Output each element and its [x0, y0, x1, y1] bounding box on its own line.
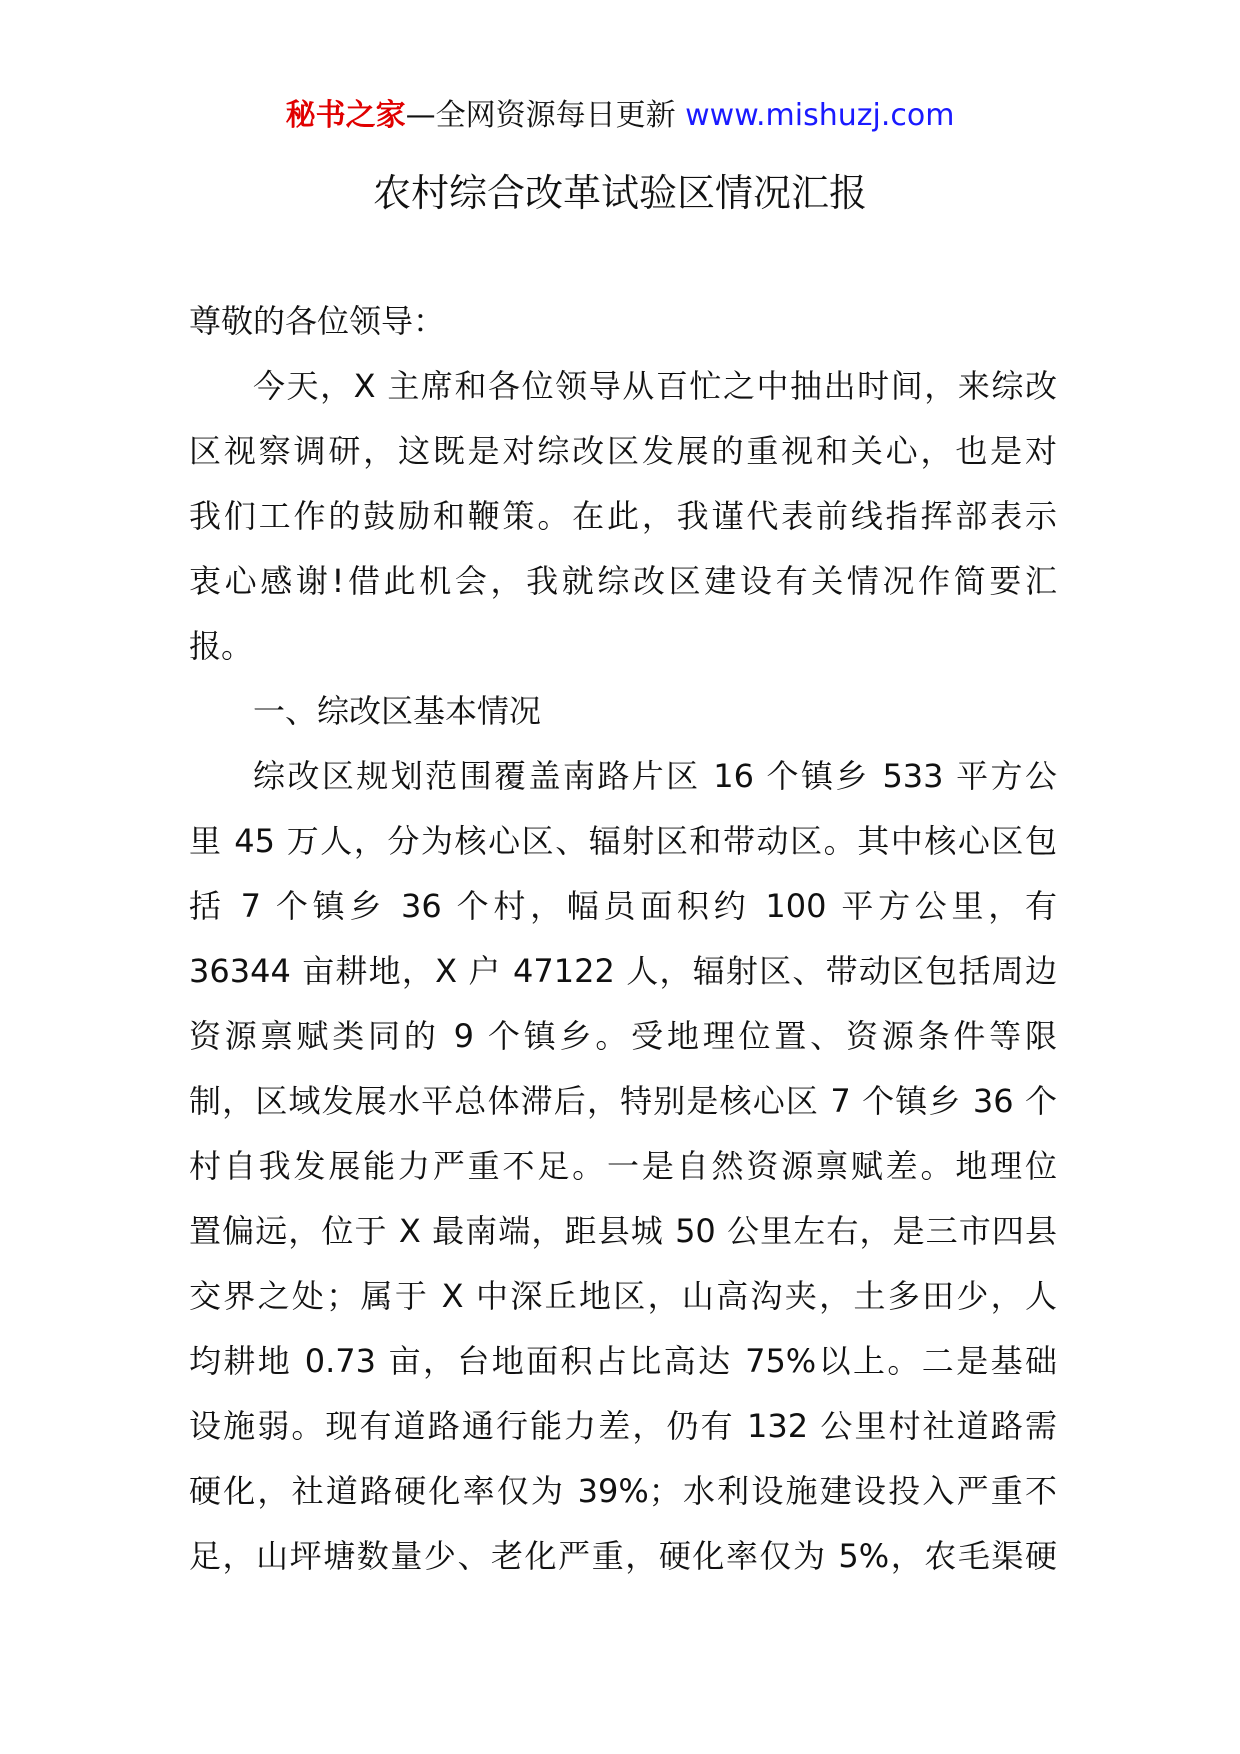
- salutation: 尊敬的各位领导：: [189, 302, 446, 340]
- paragraph-line: 足，山坪塘数量少、老化严重，硬化率仅为 5%，农毛渠硬: [189, 1537, 1057, 1575]
- document-body: [189, 289, 1057, 1589]
- paragraph-line: 硬化，社道路硬化率仅为 39%；水利设施建设投入严重不: [189, 1472, 1057, 1510]
- banner-brand: 秘书之家: [285, 98, 406, 133]
- paragraph-line: 制，区域发展水平总体滞后，特别是核心区 7 个镇乡 36 个: [189, 1082, 1057, 1120]
- paragraph-line: 括 7 个镇乡 36 个村，幅员面积约 100 平方公里，有: [189, 887, 1057, 925]
- paragraph-line: 我们工作的鼓励和鞭策。在此，我谨代表前线指挥部表示: [189, 497, 1057, 535]
- paragraph-line: 综改区规划范围覆盖南路片区 16 个镇乡 533 平方公: [253, 757, 1057, 795]
- paragraph-line: 36344 亩耕地，X 户 47122 人，辐射区、带动区包括周边: [189, 952, 1057, 990]
- paragraph-line: 衷心感谢!借此机会，我就综改区建设有关情况作简要汇: [189, 562, 1057, 600]
- section-heading: 一、综改区基本情况: [253, 692, 542, 730]
- banner-site-link[interactable]: www.mishuzj.com: [685, 98, 955, 133]
- paragraph-line: 村自我发展能力严重不足。一是自然资源禀赋差。地理位: [189, 1147, 1057, 1185]
- paragraph-line: 交界之处；属于 X 中深丘地区，山高沟夹，土多田少，人: [189, 1277, 1057, 1315]
- paragraph-line: 均耕地 0.73 亩，台地面积占比高达 75%以上。二是基础: [189, 1342, 1057, 1380]
- paragraph-line: 设施弱。现有道路通行能力差，仍有 132 公里村社道路需: [189, 1407, 1057, 1445]
- paragraph-line: 里 45 万人，分为核心区、辐射区和带动区。其中核心区包: [189, 822, 1057, 860]
- document-title: 农村综合改革试验区情况汇报: [372, 171, 867, 215]
- paragraph-line: 区视察调研，这既是对综改区发展的重视和关心，也是对: [189, 432, 1057, 470]
- site-banner: [0, 94, 1240, 138]
- paragraph-line: 今天，X 主席和各位领导从百忙之中抽出时间，来综改: [253, 367, 1057, 405]
- banner-tagline: —全网资源每日更新: [405, 98, 686, 133]
- paragraph-line: 置偏远，位于 X 最南端，距县城 50 公里左右，是三市四县: [189, 1212, 1057, 1250]
- paragraph-line: 资源禀赋类同的 9 个镇乡。受地理位置、资源条件等限: [189, 1017, 1057, 1055]
- paragraph-line: 报。: [189, 627, 254, 665]
